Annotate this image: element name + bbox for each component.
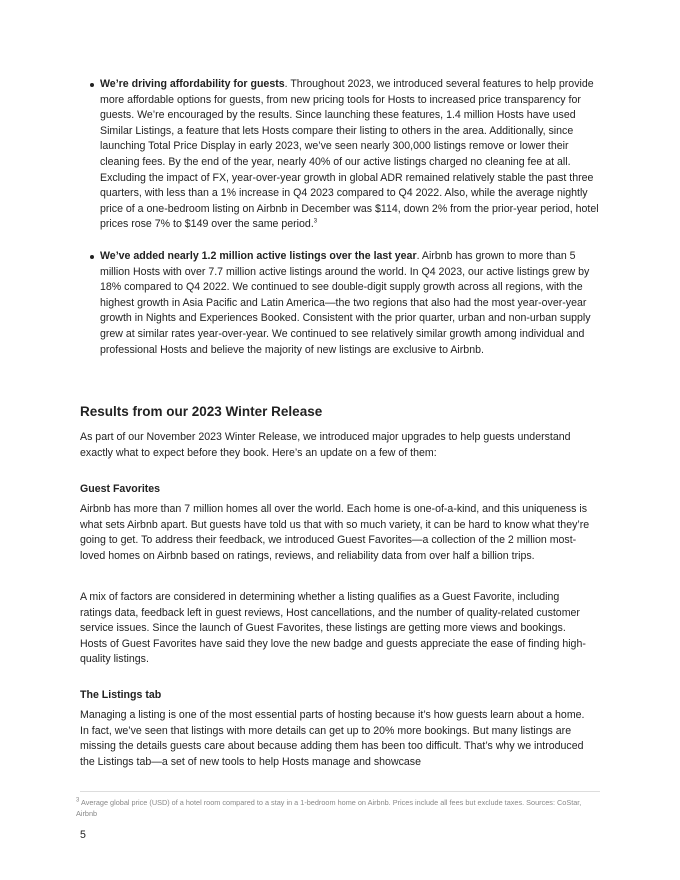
page-number: 5 bbox=[80, 829, 86, 841]
bullet-active-listings bbox=[100, 249, 600, 358]
listings-tab-paragraph: Managing a listing is one of the most essential parts of hosting because it’s how guests learn about a home. In fact, we’ve seen that listings with more details can get up to 20% more bookings. But many listings are missing the details guests care about because adding them has been too difficult. That’s why we introduced the Listings tab—a set of new tools to help Hosts manage and showcase bbox=[80, 709, 585, 768]
guest-favorites-heading: Guest Favorites bbox=[80, 483, 161, 495]
footnote-text: Average global price (USD) of a hotel room compared to a stay in a 1-bedroom home on Airbnb. Prices include all fees but exclude taxes. Sources: CoStar, Airbnb bbox=[76, 798, 582, 818]
guest-favorites-paragraph-1: Airbnb has more than 7 million homes all over the world. Each home is one-of-a-kind, and this uniqueness is what sets Airbnb apart. But guests have told us that with so much variety, it can be hard to know what they’re going to get. To address their feedback, we introduced Guest Favorites—a collection of the 2 million most-loved homes on Airbnb based on ratings, reviews, and reliability data from over half a billion trips. bbox=[80, 503, 590, 562]
footnote-divider bbox=[80, 791, 600, 792]
bullet-text: . Airbnb has grown to more than 5 million Hosts with over 7.7 million active listings around the world. In Q4 2023, our active listings grew by 18% compared to Q4 2022. We continued to see double-digit supply growth across all regions, with the highest growth in Asia Pacific and Latin America—the two regions that also had the most year-over-year growth in Nights and Experiences Booked. Consistent with the prior quarter, urban and non-urban supply grew at similar rates year-over-year. We continued to see relatively similar growth among individual and professional Hosts and believe the majority of new listings are exclusive to Airbnb. bbox=[100, 249, 591, 356]
guest-favorites-paragraph-2: A mix of factors are considered in determining whether a listing qualifies as a Guest Favorite, including ratings data, feedback left in guest reviews, Host cancellations, and the number of quality-related customer service issues. Since the launch of Guest Favorites, these listings are getting more views and bookings. Hosts of Guest Favorites have said they love the new badge and guests appreciate the ease of finding high-quality listings. bbox=[80, 591, 586, 666]
intro-paragraph: As part of our November 2023 Winter Release, we introduced major upgrades to help guests understand exactly what to expect before they book. Here’s an update on a few of them: bbox=[80, 431, 571, 459]
bullet-affordability bbox=[100, 77, 600, 233]
bullet-heading: We’ve added nearly 1.2 million active listings over the last year bbox=[100, 249, 417, 262]
footnote-marker: 3 bbox=[76, 797, 80, 804]
section-title: Results from our 2023 Winter Release bbox=[80, 404, 323, 419]
footnote bbox=[76, 798, 596, 819]
bullet-heading: We’re driving affordability for guests bbox=[100, 78, 285, 90]
footnote-reference[interactable]: 3 bbox=[313, 218, 318, 225]
highlights-list bbox=[100, 77, 600, 374]
bullet-text: . Throughout 2023, we introduced several features to help provide more affordable options for guests, from new pricing tools for Hosts to increased price transparency for guests. We’re encouraged by the results. Since launching these features, 1.4 million Hosts have used Similar Listings, a feature that lets Hosts compare their listing to others in the area. Additionally, since launching Total Price Display in early 2023, we’ve seen nearly 300,000 listings remove or lower their cleaning fees. By the end of the year, nearly 40% of our active listings charged no cleaning fee at all. Excluding the impact of FX, year-over-year growth in global ADR remained relatively stable the past three quarters, with less than a 1% increase in Q4 2023 compared to Q4 2022. Also, while the average nightly price of a one-bedroom listing on Airbnb in December was $114, down 2% from the prior-year period, hotel prices rose 7% to $149 over the same period. bbox=[100, 78, 599, 231]
listings-tab-heading: The Listings tab bbox=[80, 689, 162, 701]
